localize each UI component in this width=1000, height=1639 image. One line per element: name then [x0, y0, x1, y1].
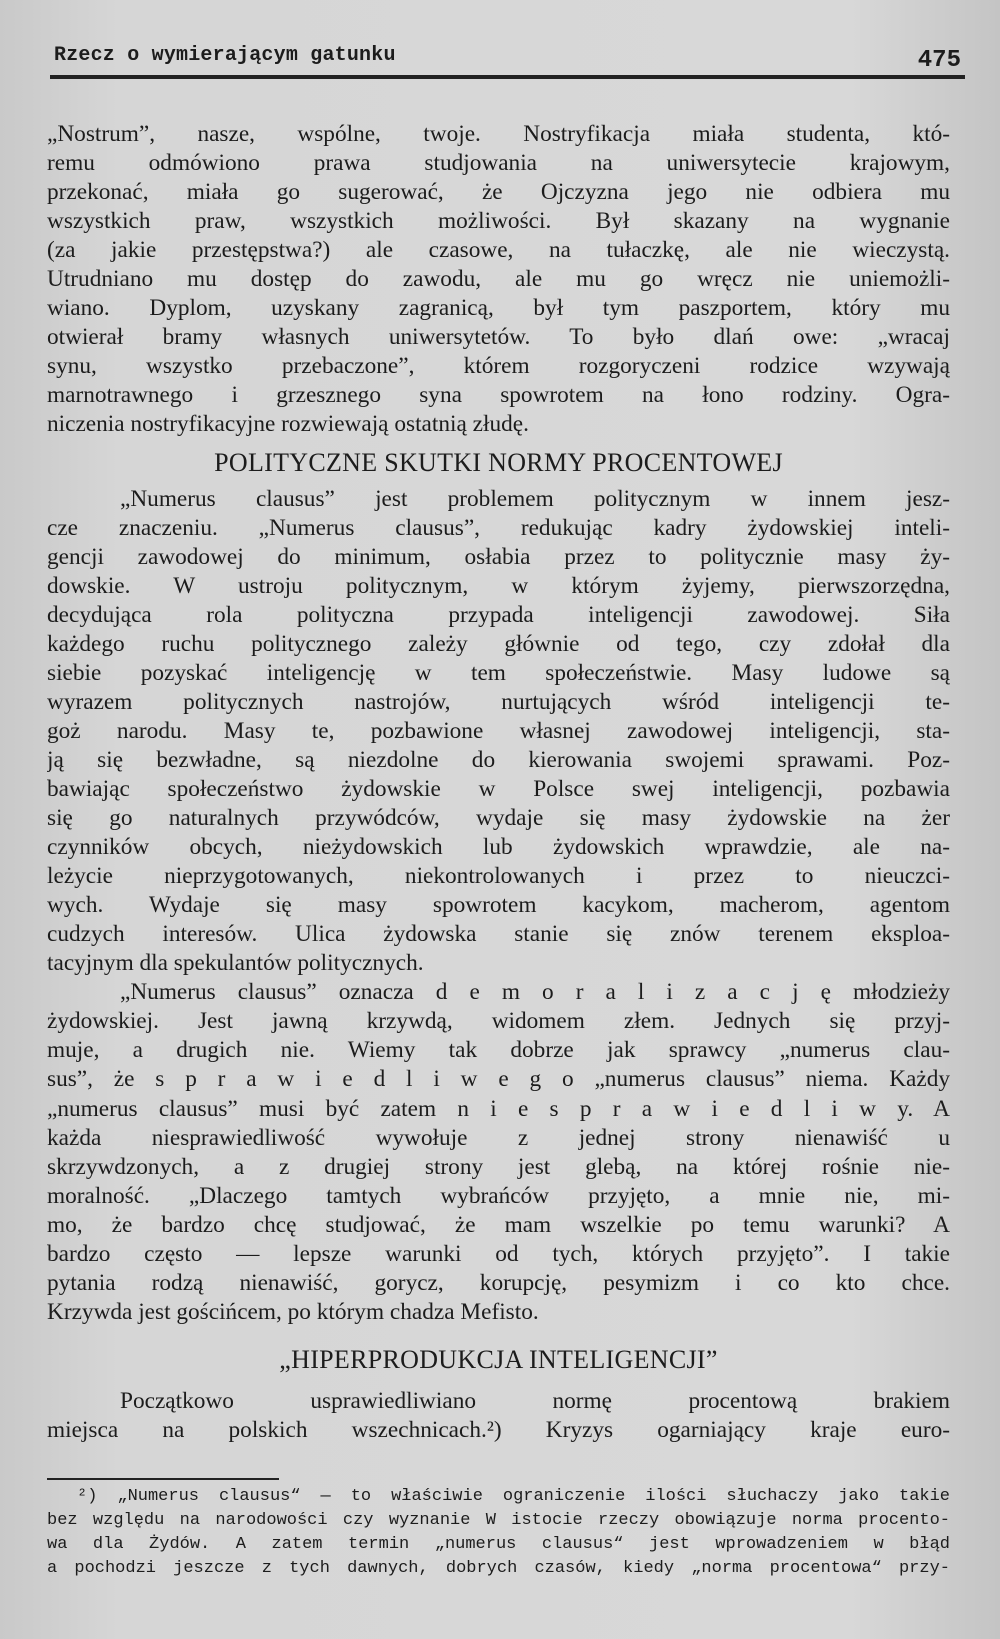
- text-line: każda niesprawiedliwość wywołuje z jednej strony nienawiść u: [47, 1124, 950, 1151]
- running-title: Rzecz o wymierającym gatunku: [54, 44, 396, 67]
- text-line: czynników obcych, nieżydowskich lub żydowskich wprawdzie, ale na-: [47, 834, 950, 861]
- text-line: dowskie. W ustroju politycznym, w którym żyjemy, pierwszorzędna,: [47, 572, 950, 599]
- text-line: Początkowo usprawiedliwiano normę procentową brakiem: [120, 1387, 950, 1414]
- text-line: Utrudniano mu dostęp do zawodu, ale mu go wręcz nie uniemożli-: [47, 266, 950, 293]
- text-line: moralność. „Dlaczego tamtych wybrańców przyjęto, a mnie nie, mi-: [47, 1182, 950, 1209]
- text-line: gencji zawodowej do minimum, osłabia przez to politycznie masy ży-: [47, 543, 950, 570]
- text-line: goż narodu. Masy te, pozbawione własnej zawodowej inteligencji, sta-: [47, 717, 950, 744]
- text-line: leżycie nieprzygotowanych, niekontrolowanych i przez to nieuczci-: [47, 863, 950, 890]
- footnote-line: a pochodzi jeszcze z tych dawnych, dobrych czasów, kiedy „norma procentowa“ przy-: [47, 1559, 950, 1578]
- footnotes: [47, 1485, 950, 1581]
- section-heading-hyperproduction: „HIPERPRODUKCJA INTELIGENCJI”: [279, 1344, 718, 1374]
- text-line: tacyjnym dla spekulantów politycznych.: [47, 950, 424, 977]
- text-line: cze znaczeniu. „Numerus clausus”, redukując kadry żydowskiej inteli-: [47, 514, 950, 541]
- running-header: [50, 40, 965, 84]
- text-line: synu, wszystko przebaczone”, którem rozgoryczeni rodzice wzywają: [47, 353, 950, 380]
- text-line: „numerus clausus” musi być zatem n i e s p r a w i e d l i w y. A: [47, 1095, 950, 1122]
- text-line: „Numerus clausus” oznacza d e m o r a l i z a c j ę młodzieży: [120, 979, 950, 1006]
- text-line: remu odmówiono prawa studjowania na uniwersytecie krajowym,: [47, 150, 950, 177]
- footnote-rule: [47, 1478, 279, 1480]
- text-line: mo, że bardzo chcę studjować, że mam wszelkie po temu warunki? A: [47, 1211, 950, 1238]
- text-line: ją się bezwładne, są niezdolne do kierowania swojemi sprawami. Poz-: [47, 746, 950, 773]
- section-heading-political-effects: POLITYCZNE SKUTKI NORMY PROCENTOWEJ: [214, 447, 783, 477]
- text-line: bardzo często — lepsze warunki od tych, których przyjęto”. I takie: [47, 1240, 950, 1267]
- text-line: „Nostrum”, nasze, wspólne, twoje. Nostryfikacja miała studenta, któ-: [47, 121, 950, 147]
- text-line: wych. Wydaje się masy spowrotem kacykom, macherom, agentom: [47, 892, 950, 919]
- text-line: bawiając społeczeństwo żydowskie w Polsce swej inteligencji, pozbawia: [47, 775, 950, 802]
- text-line: otwierał bramy własnych uniwersytetów. To było dlań owe: „wracaj: [47, 324, 950, 351]
- body-text: [47, 120, 950, 1445]
- header-rule: [50, 75, 965, 79]
- text-line: wyrazem politycznych nastrojów, nurtujących wśród inteligencji te-: [47, 688, 950, 715]
- footnote-line: wa dla Żydów. A zatem termin „numerus clausus“ jest wprowadzeniem w błąd: [47, 1535, 950, 1554]
- text-line: cudzych interesów. Ulica żydowska stanie się znów terenem eksploa-: [47, 921, 950, 948]
- text-line: miejsca na polskich wszechnicach.²) Kryzys ogarniający kraje euro-: [47, 1416, 950, 1443]
- text-line: sus”, że s p r a w i e d l i w e g o „numerus clausus” niema. Każdy: [47, 1066, 950, 1093]
- text-line: wszystkich praw, wszystkich możliwości. Był skazany na wygnanie: [47, 208, 950, 235]
- text-line: wiano. Dyplom, uzyskany zagranicą, był tym paszportem, który mu: [47, 295, 950, 322]
- text-line: decydująca rola polityczna przypada inteligencji zawodowej. Siła: [47, 601, 950, 628]
- text-line: niczenia nostryfikacyjne rozwiewają ostatnią złudę.: [47, 411, 529, 438]
- text-line: żydowskiej. Jest jawną krzywdą, widomem złem. Jednych się przyj-: [47, 1008, 950, 1035]
- text-line: siebie pozyskać inteligencję w tem społeczeństwie. Masy ludowe są: [47, 659, 950, 686]
- text-line: pytania rodzą nienawiść, gorycz, korupcję, pesymizm i co kto chce.: [47, 1269, 950, 1296]
- text-line: muje, a drugich nie. Wiemy tak dobrze jak sprawcy „numerus clau-: [47, 1037, 950, 1064]
- text-line: każdego ruchu politycznego zależy głównie od tego, czy zdołał dla: [47, 630, 950, 657]
- page-number: 475: [917, 47, 961, 74]
- text-line: (za jakie przestępstwa?) ale czasowe, na tułaczkę, ale nie wieczystą.: [47, 237, 950, 264]
- text-line: „Numerus clausus” jest problemem politycznym w innem jesz-: [120, 485, 950, 512]
- text-line: Krzywda jest gościńcem, po którym chadza Mefisto.: [47, 1298, 539, 1325]
- footnote-line: ²) „Numerus clausus“ — to właściwie ograniczenie ilości słuchaczy jako takie: [77, 1487, 950, 1506]
- text-line: przekonać, miała go sugerować, że Ojczyzna jego nie odbiera mu: [47, 179, 950, 206]
- text-line: skrzywdzonych, a z drugiej strony jest glebą, na której rośnie nie-: [47, 1153, 950, 1180]
- text-line: marnotrawnego i grzesznego syna spowrotem na łono rodziny. Ogra-: [47, 382, 950, 409]
- text-line: się go naturalnych przywódców, wydaje się masy żydowskie na żer: [47, 805, 950, 832]
- footnote-line: bez względu na narodowości czy wyznanie W istocie rzeczy obowiązuje norma procento-: [47, 1511, 950, 1530]
